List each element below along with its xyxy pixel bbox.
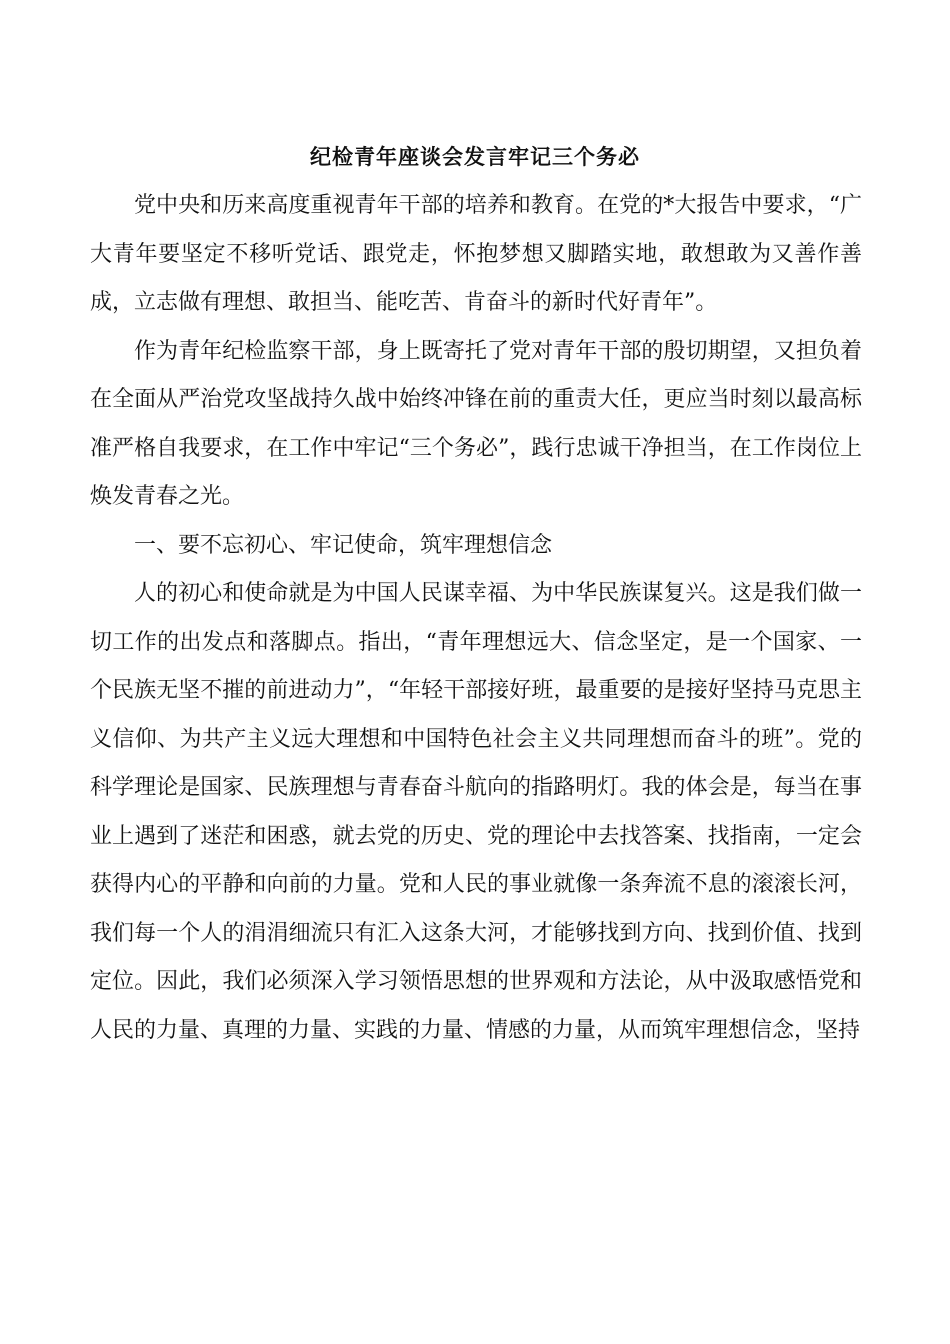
- paragraph-section-one: 人的初心和使命就是为中国人民谋幸福、为中华民族谋复兴。这是我们做一切工作的出发点和落脚点。指出，“青年理想远大、信念坚定，是一个国家、一个民族无坚不摧的前进动力”，“年轻干部接好班，最重要的是接好坚持马克思主义信仰、为共产主义远大理想和中国特色社会主义共同理想而奋斗的班”。党的科学理论是国家、民族理想与青春奋斗航向的指路明灯。我的体会是，每当在事业上遇到了迷茫和困惑，就去党的历史、党的理论中去找答案、找指南，一定会获得内心的平静和向前的力量。党和人民的事业就像一条奔流不息的滚滚长河，我们每一个人的涓涓细流只有汇入这条大河，才能够找到方向、找到价值、找到定位。因此，我们必须深入学习领悟思想的世界观和方法论，从中汲取感悟党和人民的力量、真理的力量、实践的力量、情感的力量，从而筑牢理想信念，坚持: [90, 581, 862, 1043]
- section-heading: 一、要不忘初心、牢记使命，筑牢理想信念: [134, 532, 553, 558]
- document-title: 纪检青年座谈会发言牢记三个务必: [310, 144, 640, 169]
- paragraph-youth-cadres: 作为青年纪检监察干部，身上既寄托了党对青年干部的殷切期望，又担负着在全面从严治党攻坚战持久战中始终冲锋在前的重责大任，更应当时刻以最高标准严格自我要求，在工作中牢记“三个务必”，践行忠诚干净担当，在工作岗位上焕发青春之光。: [90, 338, 862, 509]
- paragraph-intro: 党中央和历来高度重视青年干部的培养和教育。在党的*大报告中要求，“广大青年要坚定不移听党话、跟党走，怀抱梦想又脚踏实地，敢想敢为又善作善成，立志做有理想、敢担当、能吃苦、肯奋斗的新时代好青年”。: [90, 193, 862, 315]
- document-body: [90, 182, 862, 1055]
